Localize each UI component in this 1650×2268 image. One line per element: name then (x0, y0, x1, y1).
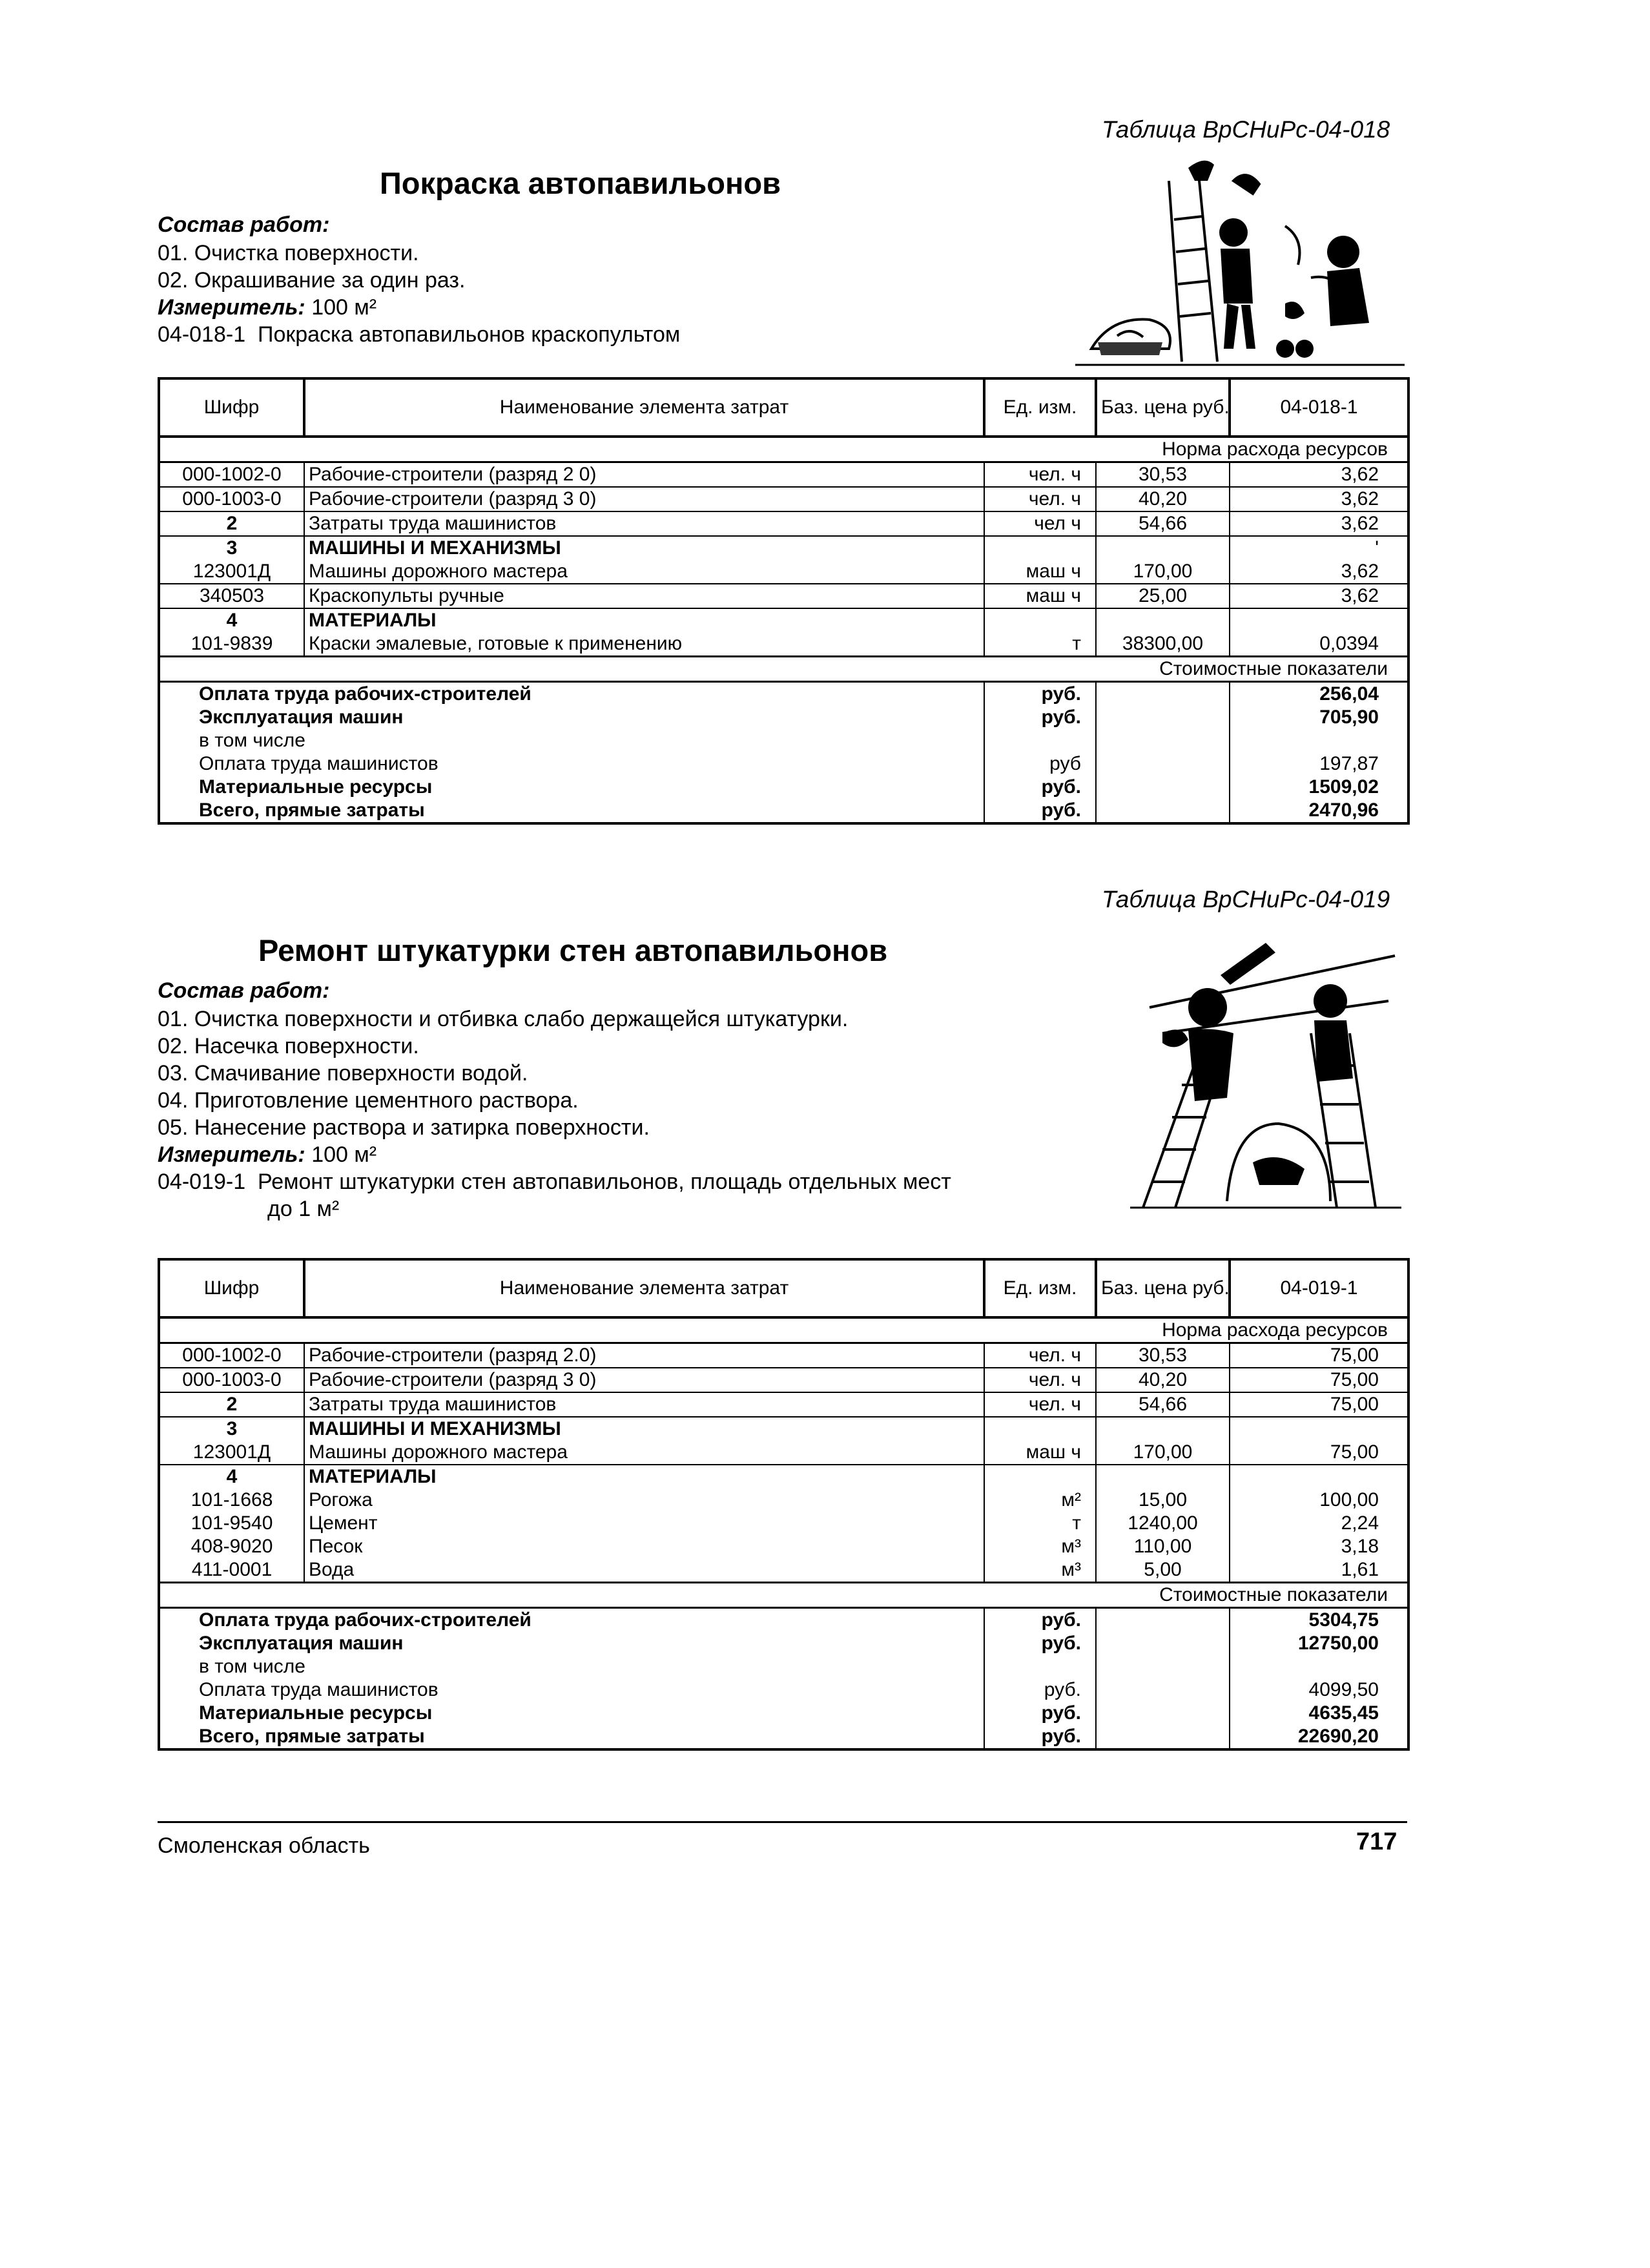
header-cell: Баз. цена руб. (1096, 1259, 1230, 1317)
table-row (159, 1368, 1408, 1392)
estimate-table (158, 1258, 1410, 1751)
name-cell: Машины дорожного мастера (304, 1441, 984, 1465)
norm-cell: 0,0394 (1230, 632, 1408, 657)
code-cell: 123001Д (159, 1441, 304, 1465)
total-label: Оплата труда машинистов (159, 752, 984, 776)
name-cell: Рабочие-строители (разряд 3 0) (304, 1368, 984, 1392)
total-unit (984, 1655, 1096, 1678)
total-value: 4099,50 (1230, 1678, 1408, 1702)
cost-caption: Стоимостные показатели (159, 1583, 1408, 1608)
table-row (159, 608, 1408, 632)
total-label: Оплата труда машинистов (159, 1678, 984, 1702)
total-label: Оплата труда рабочих-строителей (159, 1608, 984, 1633)
total-row (159, 1632, 1408, 1655)
norm-cell: 75,00 (1230, 1441, 1408, 1465)
code-cell: 123001Д (159, 560, 304, 584)
norm-cell: ' (1230, 536, 1408, 560)
table-row (159, 511, 1408, 536)
header-cell: Ед. изм. (984, 378, 1096, 437)
norm-cell: 75,00 (1230, 1368, 1408, 1392)
unit-cell: м² (984, 1489, 1096, 1512)
price-cell: 54,66 (1096, 511, 1230, 536)
table-row (159, 1465, 1408, 1489)
unit-cell: чел. ч (984, 1368, 1096, 1392)
name-cell: Затраты труда машинистов (304, 511, 984, 536)
total-unit: руб. (984, 1702, 1096, 1725)
unit-cell: чел. ч (984, 1343, 1096, 1368)
code-cell: 101-9540 (159, 1512, 304, 1535)
code-cell: 4 (159, 1465, 304, 1489)
table-row (159, 536, 1408, 560)
item-line (158, 320, 680, 349)
composition-label: Состав работ: (158, 212, 330, 237)
total-label: Эксплуатация машин (159, 1632, 984, 1655)
total-value: 12750,00 (1230, 1632, 1408, 1655)
work-step: 02. Насечка поверхности. (158, 1034, 419, 1058)
total-row (159, 729, 1408, 752)
header-cell: Ед. изм. (984, 1259, 1096, 1317)
table-caption: Таблица ВрСНиРс-04-019 (1102, 886, 1390, 912)
work-step: 04. Приготовление цементного раствора. (158, 1088, 579, 1113)
item-description: Покраска автопавильонов краскопультом (258, 322, 681, 347)
total-unit: руб (984, 752, 1096, 776)
unit-cell: маш ч (984, 560, 1096, 584)
price-cell: 40,20 (1096, 487, 1230, 511)
price-cell: 15,00 (1096, 1489, 1230, 1512)
name-cell: Рабочие-строители (разряд 2.0) (304, 1343, 984, 1368)
price-cell: 40,20 (1096, 1368, 1230, 1392)
total-value: 22690,20 (1230, 1725, 1408, 1749)
norm-cell: 75,00 (1230, 1392, 1408, 1417)
page-number: 717 (1356, 1828, 1397, 1855)
norm-cell: 3,62 (1230, 560, 1408, 584)
total-row (159, 1702, 1408, 1725)
total-label: в том числе (159, 1655, 984, 1678)
total-unit: руб. (984, 1725, 1096, 1749)
table-row (159, 584, 1408, 608)
unit-cell: т (984, 632, 1096, 657)
code-cell: 101-9839 (159, 632, 304, 657)
work-step: 01. Очистка поверхности. (158, 241, 419, 265)
price-cell: 54,66 (1096, 1392, 1230, 1417)
item-code: 04-018-1 (158, 322, 246, 347)
price-cell (1096, 1465, 1230, 1489)
code-cell: 000-1002-0 (159, 462, 304, 488)
table-row (159, 632, 1408, 657)
norm-cell: 75,00 (1230, 1343, 1408, 1368)
code-cell: 2 (159, 511, 304, 536)
name-cell: Затраты труда машинистов (304, 1392, 984, 1417)
norm-cell: 100,00 (1230, 1489, 1408, 1512)
name-cell: МАТЕРИАЛЫ (304, 1465, 984, 1489)
table-row (159, 1343, 1408, 1368)
total-value: 1509,02 (1230, 776, 1408, 799)
norm-cell: 3,62 (1230, 462, 1408, 488)
header-cell: Наименование элемента затрат (304, 378, 984, 437)
measure-label: Измеритель: (158, 1142, 305, 1167)
name-cell: Рабочие-строители (разряд 2 0) (304, 462, 984, 488)
name-cell: МАШИНЫ И МЕХАНИЗМЫ (304, 536, 984, 560)
header-cell: 04-019-1 (1230, 1259, 1408, 1317)
code-cell: 411-0001 (159, 1558, 304, 1583)
header-cell: Наименование элемента затрат (304, 1259, 984, 1317)
total-label: Материальные ресурсы (159, 776, 984, 799)
cost-caption-row (159, 657, 1408, 682)
table-row (159, 1392, 1408, 1417)
total-row (159, 1725, 1408, 1749)
norm-cell (1230, 608, 1408, 632)
norm-cell: 3,62 (1230, 511, 1408, 536)
total-row (159, 706, 1408, 729)
norm-cell (1230, 1417, 1408, 1441)
cost-caption: Стоимостные показатели (159, 657, 1408, 682)
total-value: 2470,96 (1230, 799, 1408, 823)
unit-cell (984, 536, 1096, 560)
total-label: Всего, прямые затраты (159, 799, 984, 823)
norm-cell: 2,24 (1230, 1512, 1408, 1535)
total-label: Оплата труда рабочих-строителей (159, 682, 984, 706)
code-cell: 3 (159, 536, 304, 560)
plasterers-illustration (1124, 930, 1408, 1214)
total-unit: руб. (984, 776, 1096, 799)
name-cell: Вода (304, 1558, 984, 1583)
painters-illustration (1072, 155, 1408, 375)
price-cell: 30,53 (1096, 462, 1230, 488)
name-cell: Рабочие-строители (разряд 3 0) (304, 487, 984, 511)
table-row (159, 462, 1408, 488)
total-row (159, 1608, 1408, 1633)
name-cell: Машины дорожного мастера (304, 560, 984, 584)
norm-cell: 3,18 (1230, 1535, 1408, 1558)
table-row (159, 1441, 1408, 1465)
price-cell: 1240,00 (1096, 1512, 1230, 1535)
unit-cell: маш ч (984, 1441, 1096, 1465)
total-label: Эксплуатация машин (159, 706, 984, 729)
total-unit: руб. (984, 1632, 1096, 1655)
unit-cell: т (984, 1512, 1096, 1535)
code-cell: 101-1668 (159, 1489, 304, 1512)
total-value: 256,04 (1230, 682, 1408, 706)
item-line (158, 1168, 951, 1196)
price-cell: 30,53 (1096, 1343, 1230, 1368)
work-step: 02. Окрашивание за один раз. (158, 268, 466, 293)
total-row (159, 752, 1408, 776)
unit-cell (984, 1417, 1096, 1441)
header-cell: Шифр (159, 1259, 304, 1317)
norm-cell (1230, 1465, 1408, 1489)
code-cell: 4 (159, 608, 304, 632)
total-value: 5304,75 (1230, 1608, 1408, 1633)
unit-cell: чел. ч (984, 1392, 1096, 1417)
footer-region: Смоленская область (158, 1833, 370, 1858)
unit-cell: чел. ч (984, 487, 1096, 511)
work-step: 01. Очистка поверхности и отбивка слабо держащейся штукатурки. (158, 1007, 849, 1031)
name-cell: МАШИНЫ И МЕХАНИЗМЫ (304, 1417, 984, 1441)
total-label: Материальные ресурсы (159, 1702, 984, 1725)
price-cell: 110,00 (1096, 1535, 1230, 1558)
price-cell: 170,00 (1096, 560, 1230, 584)
name-cell: Рогожа (304, 1489, 984, 1512)
measure-value: 100 м² (311, 295, 377, 320)
item-description: Ремонт штукатурки стен автопавильонов, площадь отдельных мест (258, 1170, 951, 1194)
unit-cell: м³ (984, 1558, 1096, 1583)
unit-cell: чел. ч (984, 462, 1096, 488)
code-cell: 2 (159, 1392, 304, 1417)
footer-rule (158, 1821, 1407, 1823)
table-row (159, 560, 1408, 584)
total-row (159, 1655, 1408, 1678)
total-row (159, 799, 1408, 823)
code-cell: 000-1002-0 (159, 1343, 304, 1368)
section-title: Ремонт штукатурки стен автопавильонов (258, 933, 888, 967)
total-label: Всего, прямые затраты (159, 1725, 984, 1749)
price-cell (1096, 1417, 1230, 1441)
norm-cell: 3,62 (1230, 487, 1408, 511)
estimate-table (158, 377, 1410, 825)
work-step: 03. Смачивание поверхности водой. (158, 1061, 528, 1086)
total-row (159, 682, 1408, 706)
total-unit: руб. (984, 706, 1096, 729)
table-row (159, 1489, 1408, 1512)
price-cell: 170,00 (1096, 1441, 1230, 1465)
norm-caption-row (159, 1317, 1408, 1343)
price-cell: 5,00 (1096, 1558, 1230, 1583)
norm-caption: Норма расхода ресурсов (159, 437, 1408, 462)
unit-cell (984, 608, 1096, 632)
total-value: 705,90 (1230, 706, 1408, 729)
norm-cell: 1,61 (1230, 1558, 1408, 1583)
unit-cell: чел ч (984, 511, 1096, 536)
total-value (1230, 1655, 1408, 1678)
table-row (159, 1558, 1408, 1583)
code-cell: 000-1003-0 (159, 487, 304, 511)
section-title: Покраска автопавильонов (380, 166, 781, 200)
composition-label: Состав работ: (158, 978, 330, 1003)
name-cell: Песок (304, 1535, 984, 1558)
item-description-cont: до 1 м² (267, 1197, 340, 1221)
name-cell: МАТЕРИАЛЫ (304, 608, 984, 632)
norm-cell: 3,62 (1230, 584, 1408, 608)
table-row (159, 1417, 1408, 1441)
code-cell: 3 (159, 1417, 304, 1441)
table-caption: Таблица ВрСНиРс-04-018 (1102, 116, 1390, 143)
unit-cell: маш ч (984, 584, 1096, 608)
price-cell (1096, 536, 1230, 560)
table-header-row (159, 1259, 1408, 1317)
total-label: в том числе (159, 729, 984, 752)
code-cell: 340503 (159, 584, 304, 608)
total-unit: руб. (984, 682, 1096, 706)
header-cell: Шифр (159, 378, 304, 437)
unit-cell: м³ (984, 1535, 1096, 1558)
price-cell: 25,00 (1096, 584, 1230, 608)
measure-label: Измеритель: (158, 295, 305, 320)
total-row (159, 776, 1408, 799)
work-step: 05. Нанесение раствора и затирка поверхности. (158, 1115, 650, 1140)
measure-value: 100 м² (311, 1142, 377, 1167)
total-value: 4635,45 (1230, 1702, 1408, 1725)
header-cell: Баз. цена руб. (1096, 378, 1230, 437)
norm-caption: Норма расхода ресурсов (159, 1317, 1408, 1343)
total-unit (984, 729, 1096, 752)
total-row (159, 1678, 1408, 1702)
total-value: 197,87 (1230, 752, 1408, 776)
table-row (159, 1535, 1408, 1558)
code-cell: 000-1003-0 (159, 1368, 304, 1392)
cost-caption-row (159, 1583, 1408, 1608)
name-cell: Краскопульты ручные (304, 584, 984, 608)
table-row (159, 487, 1408, 511)
table-row (159, 1512, 1408, 1535)
code-cell: 408-9020 (159, 1535, 304, 1558)
total-value (1230, 729, 1408, 752)
header-cell: 04-018-1 (1230, 378, 1408, 437)
unit-cell (984, 1465, 1096, 1489)
price-cell: 38300,00 (1096, 632, 1230, 657)
table-header-row (159, 378, 1408, 437)
total-unit: руб. (984, 799, 1096, 823)
norm-caption-row (159, 437, 1408, 462)
name-cell: Краски эмалевые, готовые к применению (304, 632, 984, 657)
measure-line (158, 1140, 376, 1169)
item-code: 04-019-1 (158, 1170, 246, 1194)
price-cell (1096, 608, 1230, 632)
total-unit: руб. (984, 1678, 1096, 1702)
total-unit: руб. (984, 1608, 1096, 1633)
measure-line (158, 293, 376, 322)
name-cell: Цемент (304, 1512, 984, 1535)
